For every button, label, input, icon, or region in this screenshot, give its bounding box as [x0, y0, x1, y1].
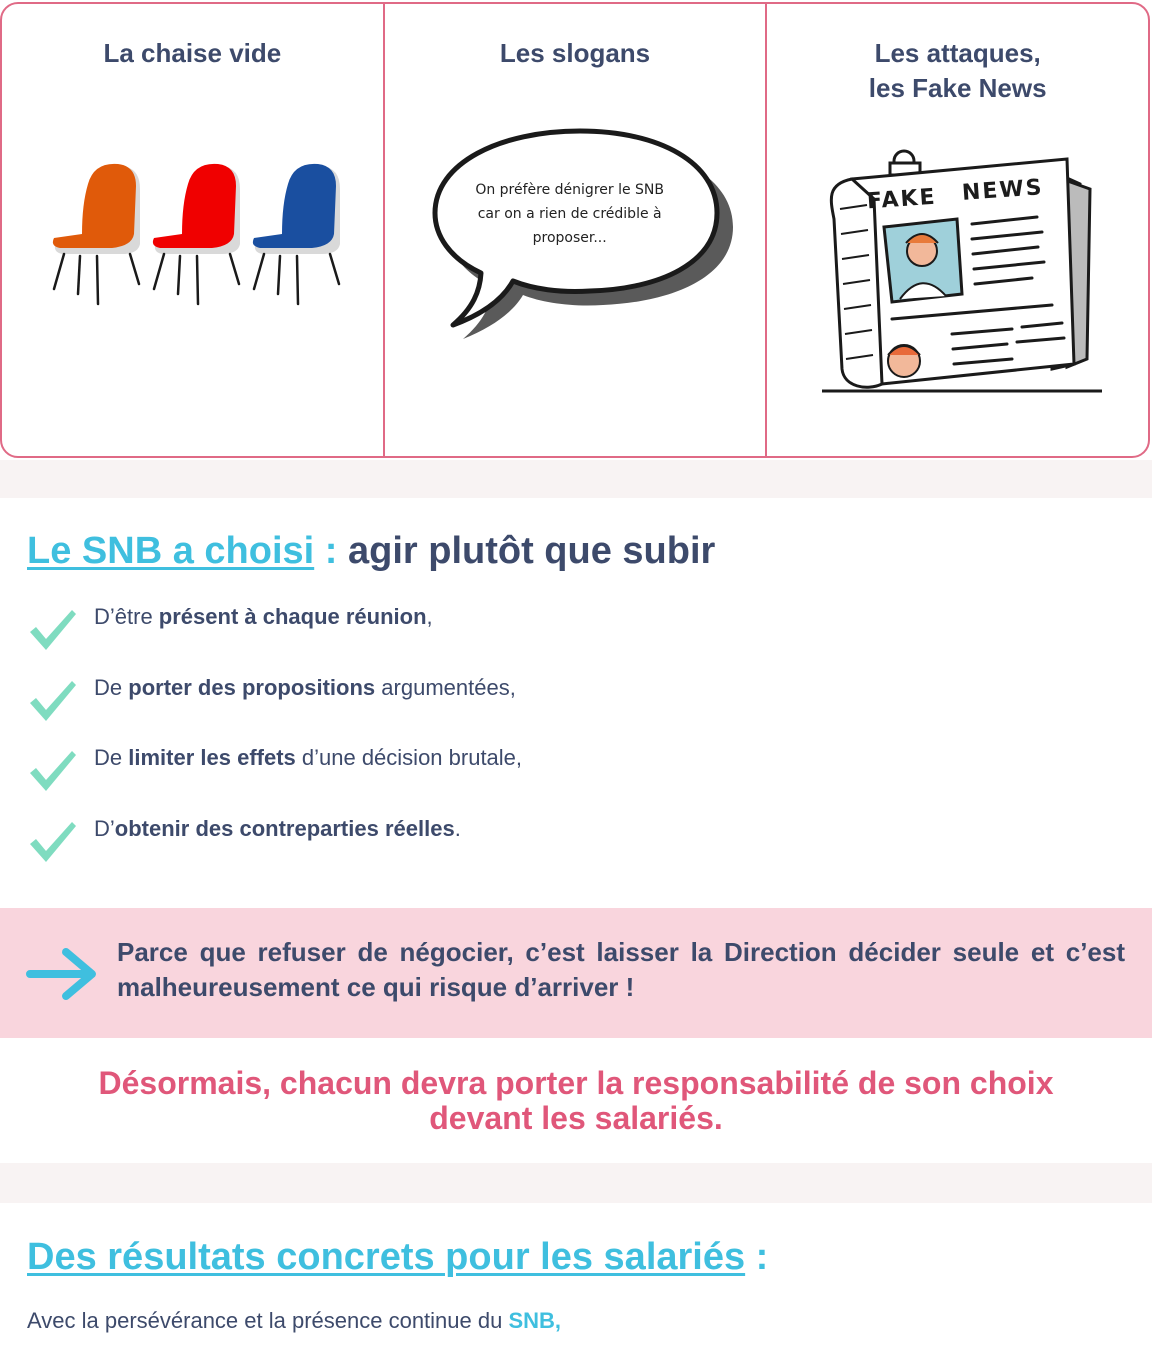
list-item-text: De porter des propositions argumentées, [94, 674, 516, 700]
section-heading-choice: Le SNB a choisi : agir plutôt que subir [27, 530, 716, 572]
section-separator [0, 1163, 1152, 1203]
panel-empty-chair [2, 4, 385, 456]
newspaper-word-news: NEWS [961, 175, 1045, 206]
illustration-panels [0, 2, 1150, 458]
responsibility-warning: Désormais, chacun devra porter la responsabilité de son choix devant les salariés. [98, 1065, 1054, 1136]
panel-title-line: La chaise vide [103, 38, 282, 68]
list-item-text: D’obtenir des contreparties réelles. [94, 815, 461, 841]
panel-title-line: Les slogans [499, 38, 651, 68]
panel-title-line: Les attaques, [874, 38, 1041, 68]
list-item-text: De limiter les effets d’une décision brutale, [94, 745, 523, 770]
arrow-right-icon [26, 946, 100, 1002]
list-item-text: D’être présent à chaque réunion, [94, 604, 433, 629]
heading-link[interactable]: Le SNB a choisi [27, 530, 315, 572]
section-separator [0, 460, 1152, 498]
newspaper-word-fake: FAKE [866, 184, 938, 215]
list-item [28, 737, 928, 808]
list-item [28, 808, 928, 879]
speech-bubble-text: On préfère dénigrer le SNB car on a rien de crédible à proposer... [475, 182, 665, 246]
heading-link[interactable]: Des résultats concrets pour les salariés [27, 1236, 746, 1278]
check-icon [28, 818, 78, 864]
chairs-illustration [42, 154, 352, 314]
callout-box [0, 908, 1152, 1038]
check-icon [28, 747, 78, 793]
check-icon [28, 677, 78, 723]
intro-paragraph: Avec la persévérance et la présence continue du SNB, [27, 1308, 562, 1333]
chair-blue-icon [253, 164, 340, 304]
newspaper-illustration [812, 139, 1112, 399]
panel-title [2, 36, 383, 71]
chair-orange-icon [53, 164, 140, 304]
panel-title [385, 36, 766, 71]
chair-red-icon [153, 164, 240, 304]
panel-title-line: les Fake News [868, 73, 1047, 103]
panel-title [767, 36, 1148, 106]
section-heading-results: Des résultats concrets pour les salariés : [27, 1236, 769, 1278]
panel-fake-news [767, 4, 1148, 456]
list-item [28, 596, 928, 667]
panel-slogans [385, 4, 768, 456]
list-item [28, 667, 928, 738]
check-icon [28, 606, 78, 652]
checklist [28, 596, 928, 878]
callout-text: Parce que refuser de négocier, c’est laisser la Direction décider seule et c’est malheureusement ce qui risque d’arriver ! [117, 937, 1125, 1002]
